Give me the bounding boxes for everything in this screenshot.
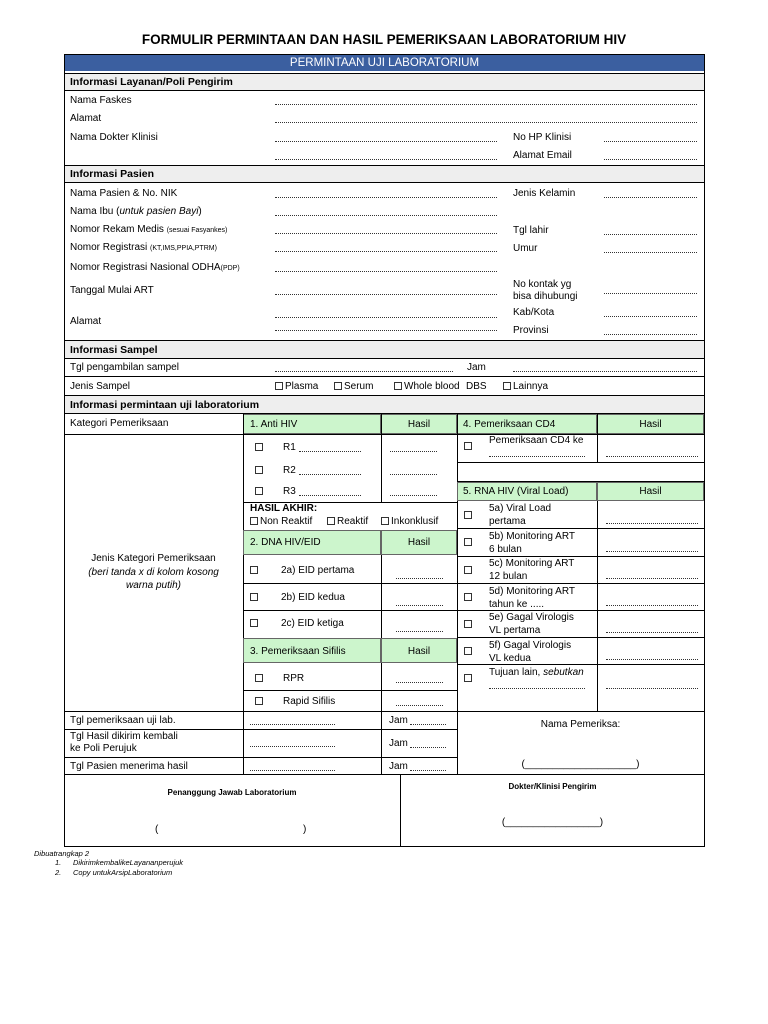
- page-title: FORMULIR PERMINTAAN DAN HASIL PEMERIKSAAN LABORATORIUM HIV: [141, 32, 627, 47]
- label-umur: Umur: [513, 243, 538, 254]
- label-nama-pemeriksa: Nama Pemeriksa:: [540, 719, 621, 730]
- label-rekam-medis: Nomor Rekam Medis (sesuai Fasyankes): [70, 224, 228, 235]
- label-kontak-1: No kontak yg: [513, 279, 572, 290]
- field-tgl-sampel[interactable]: [275, 371, 453, 372]
- checkbox-5c[interactable]: [464, 565, 474, 577]
- field-hasil-r2[interactable]: [390, 474, 437, 475]
- field-alamat-layanan[interactable]: [275, 122, 697, 123]
- field-faskes[interactable]: [275, 104, 697, 105]
- paren-left: (: [155, 824, 159, 835]
- field-tgl-hasil[interactable]: [250, 746, 335, 747]
- checkbox-5b[interactable]: [464, 537, 474, 549]
- header-rna: 5. RNA HIV (Viral Load): [463, 486, 569, 497]
- checkbox-rpr[interactable]: [255, 673, 265, 685]
- label-tgl-pemeriksaan: Tgl pemeriksaan uji lab.: [70, 715, 176, 726]
- field-tgl-terima[interactable]: [250, 770, 335, 771]
- paren-right[interactable]: ): [303, 824, 307, 835]
- field-r1[interactable]: [299, 451, 361, 452]
- label-5e-2: VL pertama: [489, 625, 541, 636]
- footer-n2: 2.: [55, 868, 62, 877]
- section-sampel-header: Informasi Sampel: [70, 344, 158, 356]
- label-jenis-sampel: Jenis Sampel: [70, 381, 131, 392]
- jenis-kategori-note-2: warna putih): [125, 580, 182, 591]
- field-rekam-medis[interactable]: [275, 233, 497, 234]
- signature-pemeriksa[interactable]: (____________________): [521, 759, 640, 770]
- footer-item-2: Copy untukArsipLaboratorium: [73, 868, 173, 877]
- field-rapid-sifilis[interactable]: [396, 705, 443, 706]
- footer-n1: 1.: [55, 858, 62, 867]
- header-hasil-2: Hasil: [407, 537, 431, 548]
- checkbox-eid-2[interactable]: [250, 592, 260, 604]
- field-jam-sampel[interactable]: [513, 371, 697, 372]
- section-layanan-header: Informasi Layanan/Poli Pengirim: [70, 76, 233, 88]
- field-nama-pasien[interactable]: [275, 197, 497, 198]
- signature-dokter[interactable]: (_________________): [501, 817, 604, 828]
- checkbox-5e[interactable]: [464, 619, 474, 631]
- label-5a-1: 5a) Viral Load: [489, 503, 552, 514]
- field-alamat-pasien[interactable]: [275, 317, 497, 318]
- label-r2: R2: [283, 465, 296, 476]
- jenis-kategori-note-1: (beri tanda x di kolom kosong: [88, 567, 219, 578]
- field-cd4-ke[interactable]: [489, 456, 585, 457]
- header-hasil-3: Hasil: [407, 646, 431, 657]
- label-tujuan-lain: Tujuan lain, sebutkan: [489, 667, 584, 678]
- label-tgl-hasil-2: ke Poli Perujuk: [70, 743, 137, 754]
- label-dokter: Nama Dokter Klinisi: [70, 132, 158, 143]
- label-eid-3: 2c) EID ketiga: [281, 618, 344, 629]
- label-prov: Provinsi: [513, 325, 549, 336]
- field-dokter-2[interactable]: [275, 159, 497, 160]
- label-rapid-sifilis: Rapid Sifilis: [283, 696, 336, 707]
- field-hasil-r3[interactable]: [390, 495, 437, 496]
- field-jam-3[interactable]: [410, 770, 446, 771]
- label-kab: Kab/Kota: [513, 307, 555, 318]
- field-odha[interactable]: [275, 271, 497, 272]
- footer-head: Dibuatrangkap 2: [34, 849, 90, 858]
- label-5c-2: 12 bulan: [489, 571, 528, 582]
- label-nama-ibu: Nama Ibu (untuk pasien Bayi): [70, 206, 202, 217]
- field-jam-2[interactable]: [410, 747, 446, 748]
- header-dna: 2. DNA HIV/EID: [250, 537, 321, 548]
- checkbox-tujuan-lain[interactable]: [464, 673, 474, 685]
- checkbox-eid-1[interactable]: [250, 565, 260, 577]
- label-5f-2: VL kedua: [489, 653, 531, 664]
- checkbox-5f[interactable]: [464, 646, 474, 658]
- field-5b[interactable]: [606, 551, 698, 552]
- field-hasil-tujuan-lain[interactable]: [606, 688, 698, 689]
- field-dokter[interactable]: [275, 141, 497, 142]
- label-tgl-hasil-1: Tgl Hasil dikirim kembali: [70, 731, 178, 742]
- label-alamat-pasien: Alamat: [70, 316, 102, 327]
- section-banner: PERMINTAAN UJI LABORATORIUM: [65, 55, 704, 71]
- field-jenis-kelamin[interactable]: [604, 197, 697, 198]
- section-permintaan-header: Informasi permintaan uji laboratorium: [70, 399, 260, 411]
- label-odha: Nomor Registrasi Nasional ODHA(PDP): [70, 262, 240, 273]
- label-5c-1: 5c) Monitoring ART: [489, 558, 575, 569]
- field-tgl-lahir[interactable]: [604, 234, 697, 235]
- header-cd4: 4. Pemeriksaan CD4: [463, 419, 556, 430]
- label-5a-2: pertama: [489, 516, 526, 527]
- field-email[interactable]: [604, 159, 697, 160]
- checkbox-r3[interactable]: [255, 486, 265, 498]
- field-5f[interactable]: [606, 659, 698, 660]
- label-5d-2: tahun ke .....: [489, 599, 545, 610]
- field-prov[interactable]: [604, 334, 697, 335]
- checkbox-5d[interactable]: [464, 592, 474, 604]
- section-pasien-header: Informasi Pasien: [70, 168, 155, 180]
- field-kab[interactable]: [604, 316, 697, 317]
- label-eid-2: 2b) EID kedua: [281, 592, 345, 603]
- label-faskes: Nama Faskes: [70, 95, 132, 106]
- field-jam-1[interactable]: [410, 724, 446, 725]
- field-hasil-r1[interactable]: [390, 451, 437, 452]
- field-alamat-pasien-2[interactable]: [275, 330, 497, 331]
- option-inkonklusif[interactable]: Inkonklusif: [381, 516, 438, 528]
- field-5d[interactable]: [606, 605, 698, 606]
- option-non-reaktif[interactable]: Non Reaktif: [250, 516, 312, 528]
- label-jam-sampel: Jam: [467, 362, 486, 373]
- label-rpr: RPR: [283, 673, 305, 684]
- option-serum[interactable]: Serum: [334, 381, 373, 393]
- checkbox-5a[interactable]: [464, 510, 474, 522]
- field-umur[interactable]: [604, 252, 697, 253]
- field-tgl-pemeriksaan[interactable]: [250, 724, 335, 725]
- hasil-akhir-label: HASIL AKHIR:: [250, 503, 318, 514]
- label-alamat-layanan: Alamat: [70, 113, 102, 124]
- label-tgl-terima: Tgl Pasien menerima hasil: [70, 761, 188, 772]
- field-eid-2[interactable]: [396, 605, 443, 606]
- header-hasil-4: Hasil: [639, 419, 662, 430]
- field-eid-3[interactable]: [396, 631, 443, 632]
- label-5b-2: 6 bulan: [489, 544, 522, 555]
- label-hp: No HP Klinisi: [513, 132, 572, 143]
- field-eid-1[interactable]: [396, 578, 443, 579]
- label-eid-1: 2a) EID pertama: [281, 565, 355, 576]
- label-tgl-lahir: Tgl lahir: [513, 225, 549, 236]
- checkbox-r1[interactable]: [255, 442, 265, 454]
- field-hasil-cd4[interactable]: [606, 456, 698, 457]
- label-cd4-ke: Pemeriksaan CD4 ke: [489, 435, 584, 446]
- option-whole-blood[interactable]: Whole blood: [394, 381, 460, 393]
- label-mulai-art: Tanggal Mulai ART: [70, 285, 154, 296]
- checkbox-cd4[interactable]: [464, 441, 474, 453]
- footer-item-1: DikirimkembalikeLayananperujuk: [73, 858, 184, 867]
- label-tgl-sampel: Tgl pengambilan sampel: [70, 362, 179, 373]
- header-hasil-5: Hasil: [639, 486, 662, 497]
- label-jam-1: Jam: [389, 715, 408, 726]
- header-anti-hiv: 1. Anti HIV: [250, 419, 298, 430]
- checkbox-rapid-sifilis[interactable]: [255, 696, 265, 708]
- checkbox-r2[interactable]: [255, 465, 265, 477]
- jenis-kategori-label: Jenis Kategori Pemeriksaan: [91, 553, 216, 564]
- label-5b-1: 5b) Monitoring ART: [489, 531, 575, 542]
- label-kontak-2: bisa dihubungi: [513, 291, 578, 302]
- field-5c[interactable]: [606, 578, 698, 579]
- label-5d-1: 5d) Monitoring ART: [489, 586, 575, 597]
- label-r3: R3: [283, 486, 296, 497]
- field-5a[interactable]: [606, 523, 698, 524]
- label-jam-3: Jam: [389, 761, 408, 772]
- option-reaktif[interactable]: Reaktif: [327, 516, 368, 528]
- field-registrasi[interactable]: [275, 251, 497, 252]
- checkbox-eid-3[interactable]: [250, 618, 260, 630]
- field-kontak[interactable]: [604, 293, 697, 294]
- header-hasil-1: Hasil: [407, 419, 431, 430]
- field-r2[interactable]: [299, 474, 361, 475]
- label-jenis-kelamin: Jenis Kelamin: [513, 188, 576, 199]
- field-5e[interactable]: [606, 632, 698, 633]
- label-dokter-pengirim: Dokter/Klinisi Pengirim: [508, 782, 597, 791]
- label-jam-2: Jam: [389, 738, 408, 749]
- field-r3[interactable]: [299, 495, 361, 496]
- label-r1: R1: [283, 442, 296, 453]
- header-sifilis: 3. Pemeriksaan Sifilis: [250, 646, 346, 657]
- field-mulai-art[interactable]: [275, 294, 497, 295]
- label-kategori: Kategori Pemeriksaan: [70, 418, 169, 429]
- label-registrasi: Nomor Registrasi (KT,IMS,PPIA,PTRM): [70, 242, 217, 253]
- label-nama-pasien: Nama Pasien & No. NIK: [70, 188, 178, 199]
- field-tujuan-lain[interactable]: [489, 688, 585, 689]
- option-lainnya[interactable]: Lainnya: [503, 381, 548, 393]
- option-plasma[interactable]: Plasma: [275, 381, 318, 393]
- option-dbs[interactable]: DBS: [466, 381, 487, 392]
- field-hp[interactable]: [604, 141, 697, 142]
- label-penanggung-jawab: Penanggung Jawab Laboratorium: [167, 788, 297, 797]
- field-rpr[interactable]: [396, 682, 443, 683]
- label-email: Alamat Email: [513, 150, 572, 161]
- field-nama-ibu[interactable]: [275, 215, 497, 216]
- label-5f-1: 5f) Gagal Virologis: [489, 640, 572, 651]
- label-5e-1: 5e) Gagal Virologis: [489, 612, 574, 623]
